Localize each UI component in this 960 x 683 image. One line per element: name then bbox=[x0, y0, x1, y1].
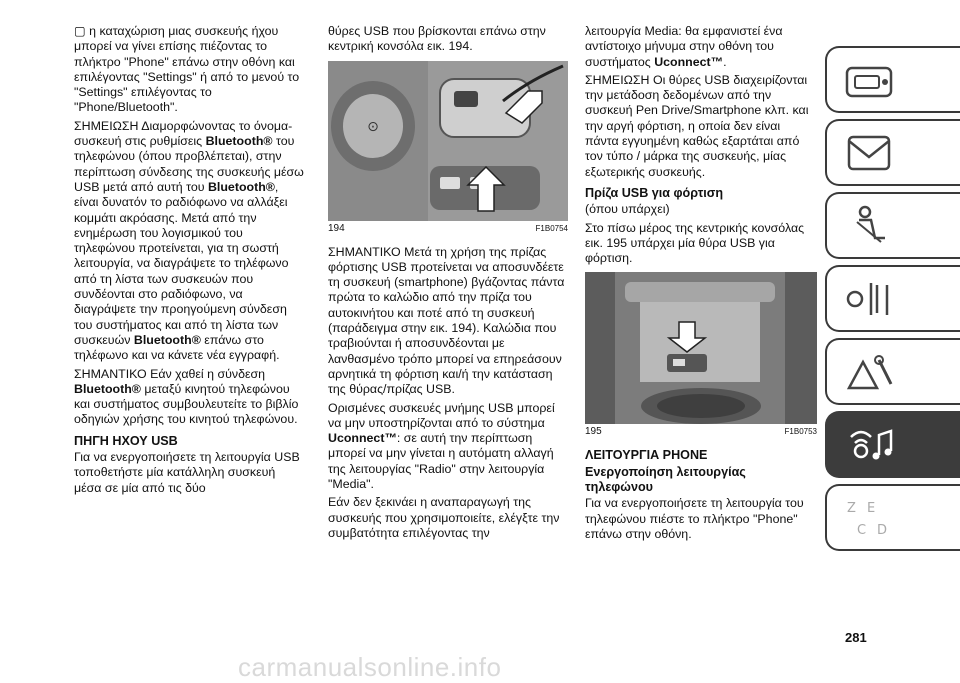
text-column-2 bbox=[328, 24, 568, 544]
figure-195-caption bbox=[585, 426, 817, 438]
paragraph-bluetooth-registration: ▢ η καταχώριση μιας συσκευής ήχου μπορεί να γίνει επίσης πιέζοντας το πλήκτρο "Phone" επάνω στην οθόνη και επιλέγοντας "Settings" ή από το μενού το "Settings" επιλέγοντας το "Phone/Bluetooth". bbox=[74, 24, 300, 115]
text-column-3 bbox=[585, 24, 817, 545]
figure-195-number: 195 bbox=[585, 426, 602, 438]
paragraph-where-available: (όπου υπάρχει) bbox=[585, 202, 670, 217]
paragraph-usb-activation: Για να ενεργοποιήσετε τη λειτουργία USB τοποθετήστε μία κατάλληλη συσκευή μέσα σε μία από τις δύο bbox=[74, 450, 300, 495]
tab-tools[interactable] bbox=[825, 265, 960, 332]
figure-195-code: F1B0753 bbox=[784, 427, 817, 437]
figure-194-caption bbox=[328, 223, 568, 235]
page-number: 281 bbox=[845, 630, 867, 645]
heading-usb-charging: Πρίζα USB για φόρτιση bbox=[585, 185, 724, 200]
chapter-tabs bbox=[825, 46, 960, 557]
tab-safety[interactable] bbox=[825, 192, 960, 259]
figure-194-number: 194 bbox=[328, 222, 345, 234]
watermark: carmanualsonline.info bbox=[238, 652, 502, 682]
svg-text:D: D bbox=[877, 523, 888, 538]
figure-194-code: F1B0754 bbox=[535, 223, 568, 233]
svg-text:⊙: ⊙ bbox=[367, 118, 379, 135]
seat-safety-icon bbox=[841, 202, 901, 250]
index-letters-icon bbox=[841, 494, 901, 542]
paragraph-media-message: λειτουργία Media: θα εμφανιστεί ένα αντίστοιχο μήνυμα στην οθόνη του συστήματος Uconnect™. bbox=[585, 24, 783, 69]
usb-console-illustration bbox=[328, 61, 568, 221]
tab-dashboard[interactable] bbox=[825, 46, 960, 113]
warning-message-icon bbox=[841, 129, 901, 177]
paragraph-activate-phone: Για να ενεργοποιήσετε τη λειτουργία του τηλεφώνου πιέστε το πλήκτρο "Phone" επάνω στην οθόνη. bbox=[585, 496, 804, 541]
paragraph-important-usb-charging: ΣΗΜΑΝΤΙΚΟ Μετά τη χρήση της πρίζας φόρτισης USB προτείνεται να αποσυνδέετε τη συσκευή (smartphone) βγάζοντας πάντα πρώτα το καλώδιο από την πρίζα του αυτοκινήτου και ποτέ από τη συσκευή (παράδειγμα στην εικ. 194). Καλώδια που τραβιούνται ή αποσυνδέονται με λανθασμένο τρόπο μπορεί να επηρεάσουν αρνητικά τη φόρτιση και/ή την κατάσταση της θύρας/πρίζας USB. bbox=[328, 244, 565, 397]
svg-text:Z: Z bbox=[847, 501, 856, 516]
tools-icon bbox=[841, 275, 901, 323]
warning-triangle-wrench-icon bbox=[841, 348, 901, 396]
figure-194-usb-console bbox=[328, 61, 568, 221]
svg-text:C: C bbox=[857, 523, 867, 538]
paragraph-playback-check: Εάν δεν ξεκινάει η αναπαραγωγή της συσκευής που χρησιμοποιείτε, ελέγξτε την συμβατότητα επιλέγοντας την bbox=[328, 495, 560, 540]
paragraph-note-device-name: ΣΗΜΕΙΩΣΗ Διαμορφώνοντας το όνομα-συσκευή στις ρυθμίσεις Bluetooth® του τηλεφώνου (όπου προβλέπεται), στην περίπτωση σύνδεσης της συσκευής μέσω USB μετά από αυτή του Bluetooth®, είναι δυνατόν το ραδιόφωνο να αλλάξει κομμάτι ακρόασης. Μετά από την ενημέρωση του λογισμικού του τηλεφώνου προτείνεται, για τη σωστή λειτουργία, να διαγράψετε το τηλέφωνο από τη λίστα των συσκευών που συνδέονται στο ραδιόφωνο, να διαγράψετε την προηγούμενη σύνδεση του συστήματος και από τη λίστα των συσκευών Bluetooth® επάνω στο τηλέφωνο και να κάνετε νέα εγγραφή. bbox=[74, 118, 304, 363]
text-column-1 bbox=[74, 24, 304, 499]
heading-phone-mode: ΛΕΙΤΟΥΡΓΙΑ PHONE bbox=[585, 448, 708, 463]
figure-195-rear-usb bbox=[585, 272, 817, 424]
multimedia-icon bbox=[841, 421, 901, 469]
heading-usb-source: ΠΗΓΗ ΗΧΟΥ USB bbox=[74, 433, 178, 448]
heading-activate-phone: Ενεργοποίηση λειτουργίας τηλεφώνου bbox=[585, 464, 746, 495]
paragraph-important-connection: ΣΗΜΑΝΤΙΚΟ Εάν χαθεί η σύνδεση Bluetooth® μεταξύ κινητού τηλεφώνου και συστήματος συμβουλευτείτε το βιβλίο οδηγιών χρήσης του κινητού τηλεφώνου. bbox=[74, 366, 299, 427]
svg-text:E: E bbox=[867, 501, 876, 516]
tab-emergency[interactable] bbox=[825, 338, 960, 405]
paragraph-rear-console: Στο πίσω μέρος της κεντρικής κονσόλας εικ. 195 υπάρχει μία θύρα USB για φόρτιση. bbox=[585, 220, 805, 266]
phone-icon: ▢ bbox=[74, 24, 86, 38]
paragraph-note-usb-data: ΣΗΜΕΙΩΣΗ Οι θύρες USB διαχειρίζονται την μετάδοση δεδομένων από την συσκευή Pen Drive/Smartphone κλπ. και την αργή φόρτιση, η οποία δεν είναι πάντα εγγυημένη καθώς εξαρτάται από τον τύπο / μάρκα της συσκευής, μίας εξωτερικής συσκευής. bbox=[585, 72, 809, 179]
car-dashboard-icon bbox=[841, 56, 901, 104]
tab-warnings[interactable] bbox=[825, 119, 960, 186]
rear-usb-illustration bbox=[585, 272, 817, 424]
paragraph-usb-ports: θύρες USB που βρίσκονται επάνω στην κεντρική κονσόλα εικ. 194. bbox=[328, 24, 546, 54]
tab-multimedia[interactable] bbox=[825, 411, 960, 478]
paragraph-unsupported-devices: Ορισμένες συσκευές μνήμης USB μπορεί να μην υποστηρίζονται από το σύστημα Uconnect™: σε αυτή την περίπτωση μπορεί να μην γίνεται η αυτόματη αλλαγή της λειτουργίας "Radio" στην λειτουργία "Media". bbox=[328, 400, 555, 492]
tab-index[interactable] bbox=[825, 484, 960, 551]
